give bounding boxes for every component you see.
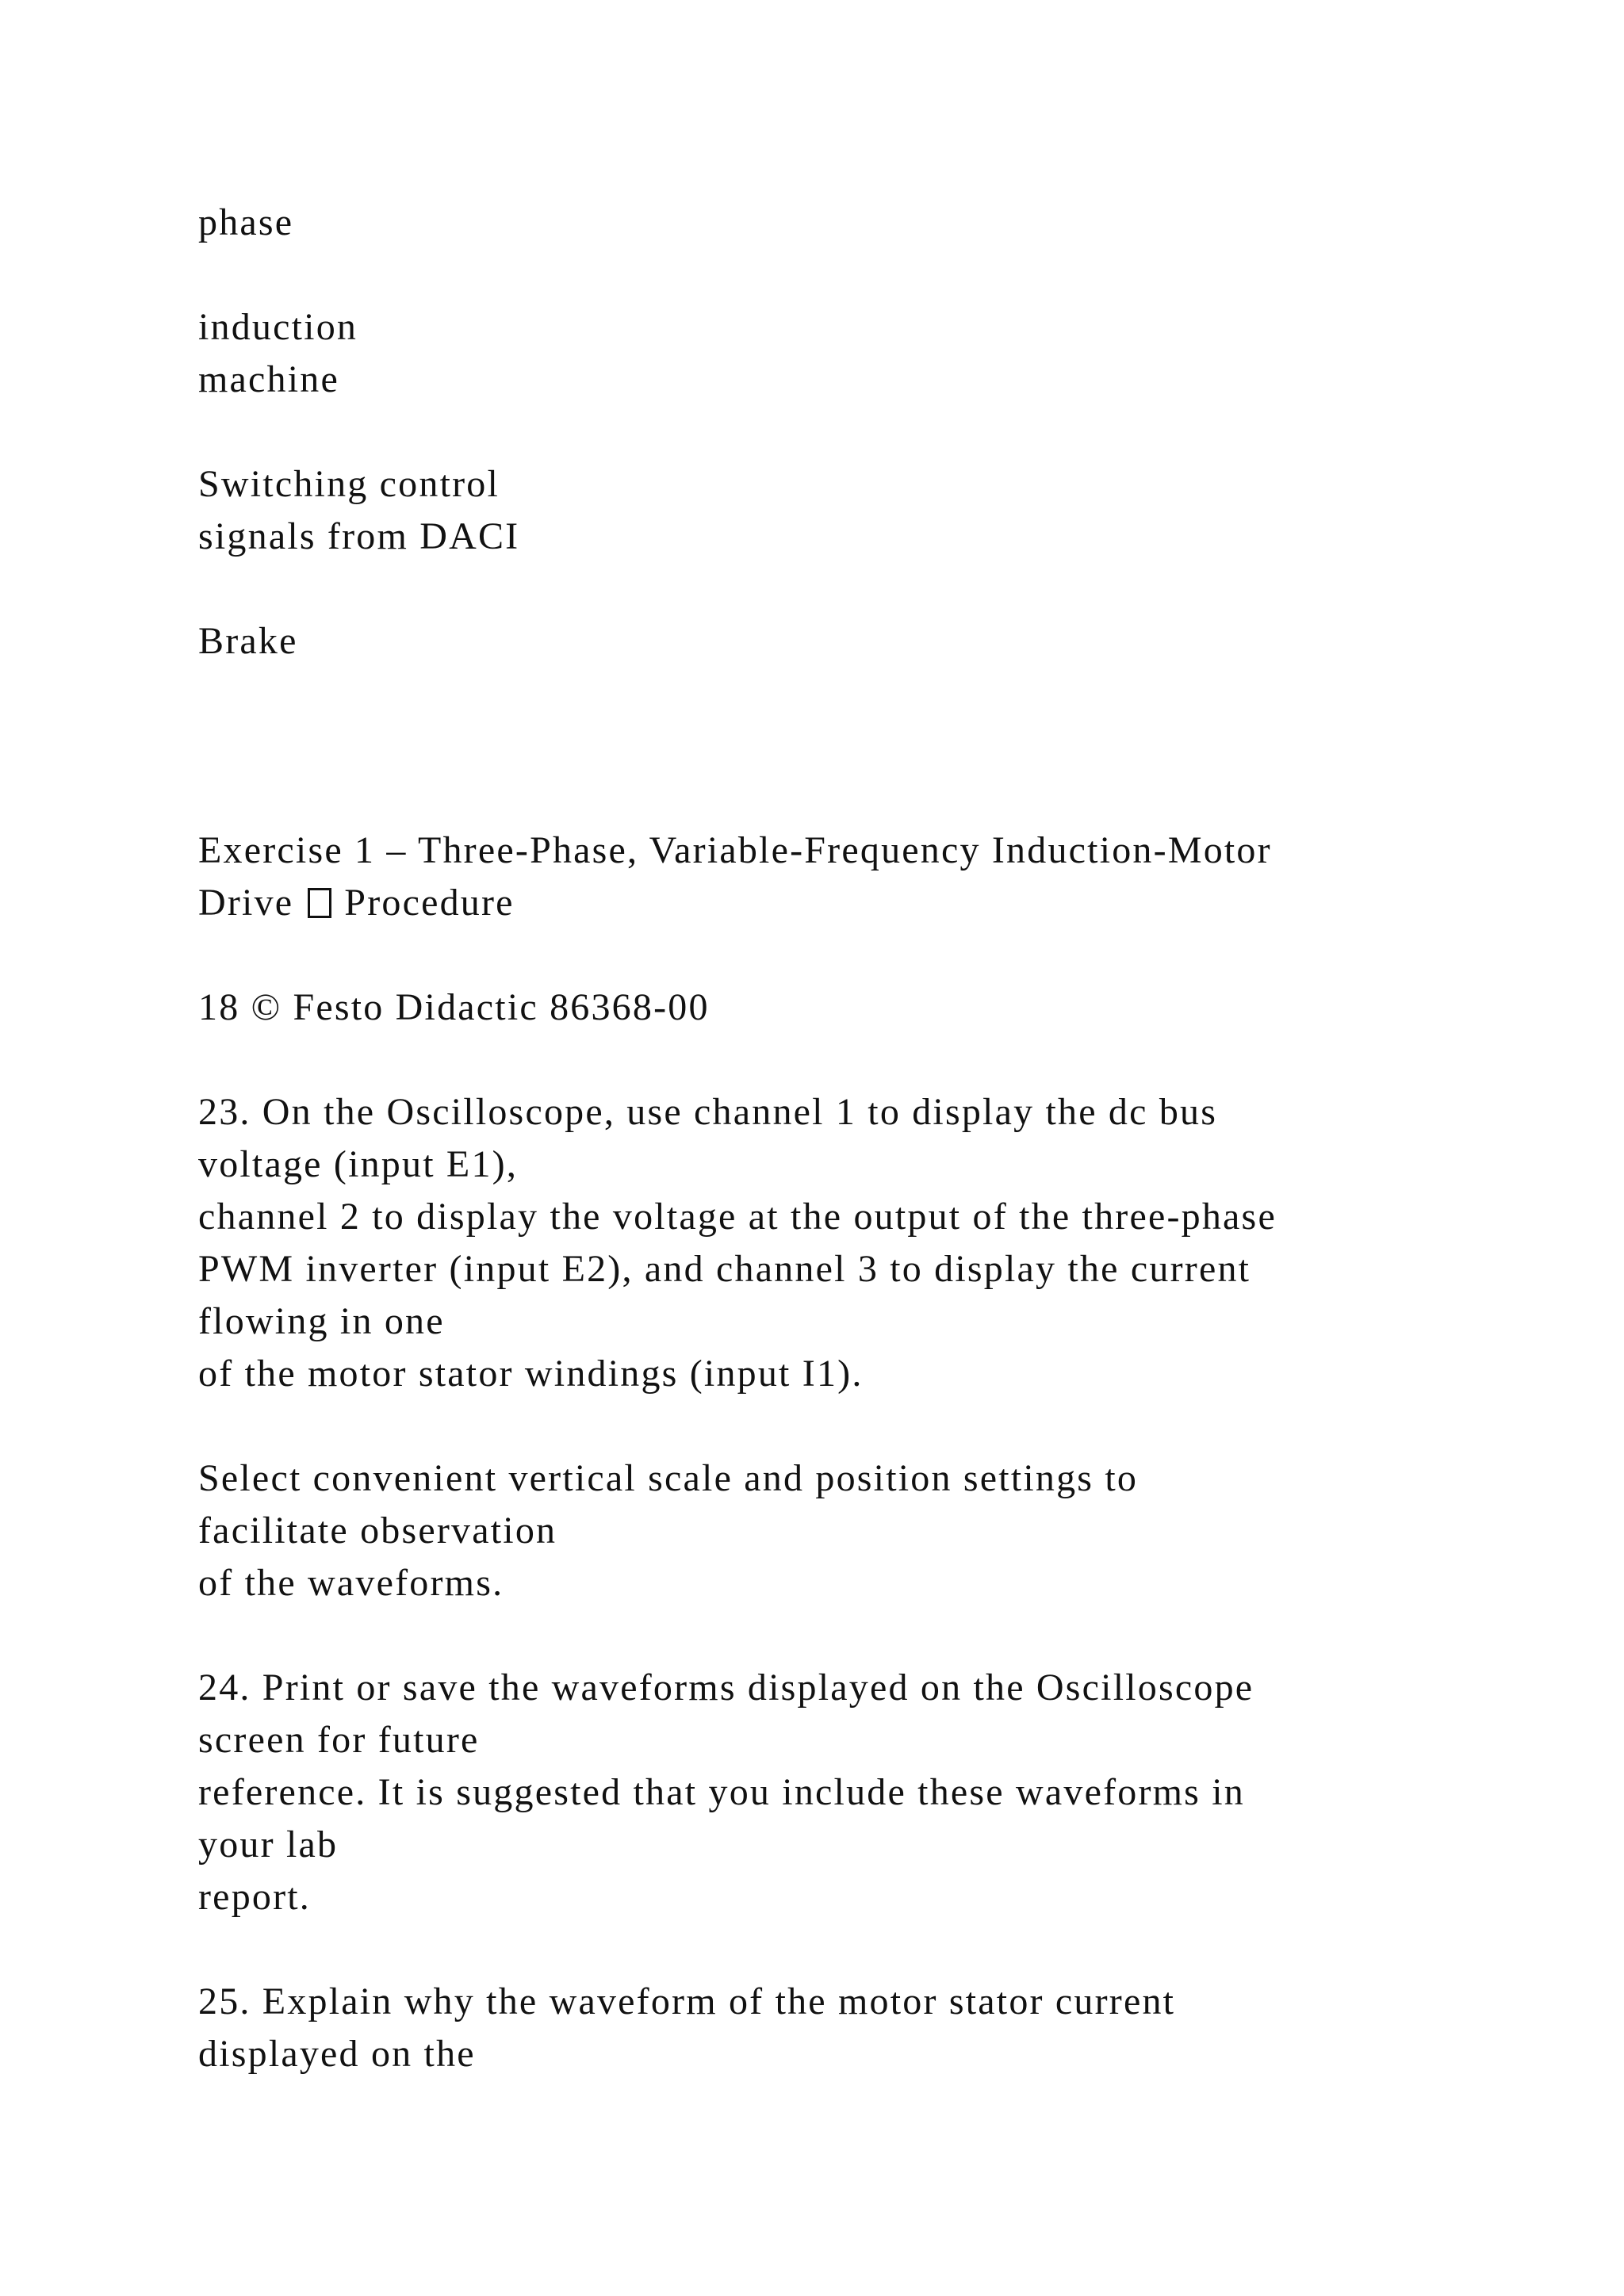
exercise-title-procedure: Procedure — [344, 882, 515, 924]
step-25-line-1: 25. Explain why the waveform of the motor stator current — [198, 1980, 1176, 2022]
diagram-label-signals-from-daci: signals from DACI — [198, 515, 520, 557]
diagram-label-induction: induction — [198, 306, 358, 348]
step-23-line-1: 23. On the Oscilloscope, use channel 1 to display the dc bus — [198, 1091, 1218, 1133]
scale-settings-line-1: Select convenient vertical scale and position settings to — [198, 1457, 1139, 1499]
page-footer-publisher-line: 18 © Festo Didactic 86368-00 — [198, 986, 710, 1028]
scale-settings-line-2: facilitate observation — [198, 1510, 557, 1552]
step-23-line-3: channel 2 to display the voltage at the output of the three-phase — [198, 1196, 1277, 1238]
scale-settings-line-3: of the waveforms. — [198, 1562, 504, 1604]
exercise-title-line-1: Exercise 1 – Three-Phase, Variable-Frequency Induction-Motor — [198, 829, 1272, 871]
exercise-title-drive: Drive — [198, 882, 294, 924]
step-23-line-4: PWM inverter (input E2), and channel 3 to display the current — [198, 1248, 1251, 1290]
step-24-line-1: 24. Print or save the waveforms displayed on the Oscilloscope — [198, 1667, 1254, 1709]
step-24-line-2: screen for future — [198, 1719, 480, 1761]
step-24-line-3: reference. It is suggested that you include these waveforms in — [198, 1771, 1245, 1813]
step-23-line-2: voltage (input E1), — [198, 1143, 519, 1185]
diagram-label-switching-control: Switching control — [198, 463, 500, 505]
step-24-line-4: your lab — [198, 1823, 339, 1866]
missing-glyph-box-icon — [308, 888, 331, 918]
diagram-label-phase: phase — [198, 201, 294, 243]
step-25-line-2: displayed on the — [198, 2033, 476, 2075]
step-23-line-6: of the motor stator windings (input I1). — [198, 1353, 864, 1395]
step-24-line-5: report. — [198, 1876, 312, 1918]
exercise-title-line-2 — [198, 877, 515, 929]
step-23-line-5: flowing in one — [198, 1300, 445, 1342]
diagram-label-machine: machine — [198, 358, 339, 400]
diagram-label-brake: Brake — [198, 620, 298, 662]
